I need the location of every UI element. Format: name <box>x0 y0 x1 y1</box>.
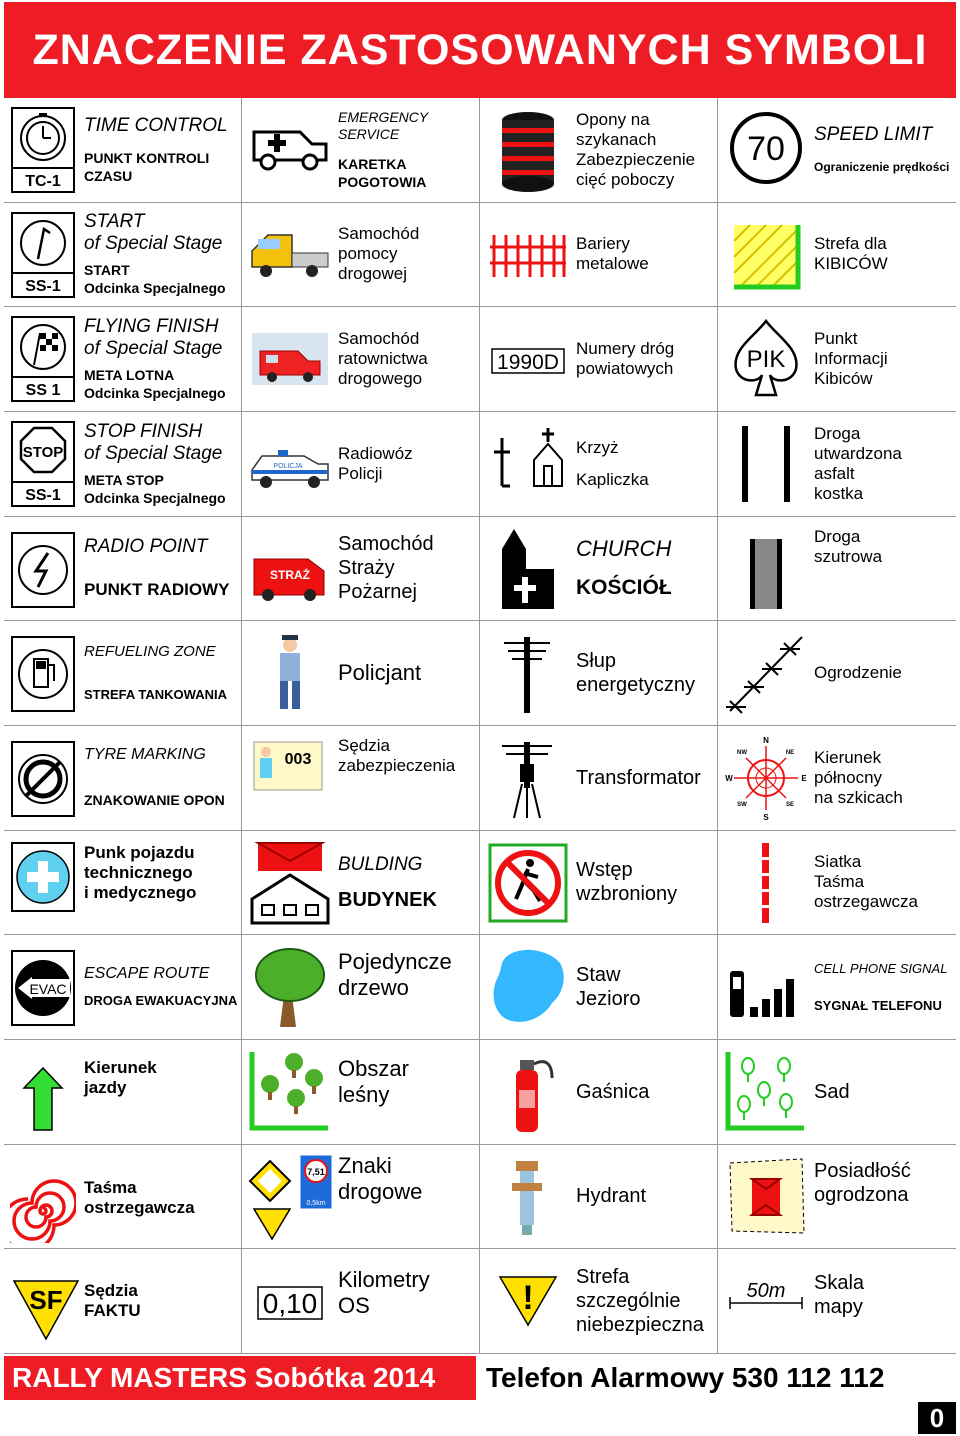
legend-line: Numery dróg <box>576 339 675 359</box>
stop-label: STOP <box>22 443 64 461</box>
legend-line: Jezioro <box>576 988 641 1011</box>
legend-cell-time-control <box>4 98 242 203</box>
legend-line: TIME CONTROL <box>84 114 228 136</box>
legend-cell-no-entry <box>480 831 718 936</box>
tree-icon <box>248 943 332 1031</box>
legend-cell-warning-net <box>718 831 956 936</box>
legend-line: META LOTNA <box>84 367 175 384</box>
legend-line: START <box>84 262 130 279</box>
legend-line: SPEED LIMIT <box>814 123 933 145</box>
building-icon <box>248 839 332 927</box>
legend-line: Kilometry <box>338 1267 430 1293</box>
legend-line: Zabezpieczenie <box>576 149 696 169</box>
legend-line: Odcinka Specjalnego <box>84 385 226 402</box>
legend-line: EMERGENCY SERVICE <box>338 108 428 142</box>
legend-line: i medycznego <box>84 882 197 902</box>
legend-line: ESCAPE ROUTE <box>84 964 210 982</box>
compass-nw-label: NW <box>737 749 747 756</box>
kilometer-sign-icon <box>248 1257 332 1345</box>
km-label: 0,10 <box>262 1288 318 1320</box>
tow-truck-icon <box>248 211 332 299</box>
paved-road-icon <box>724 420 808 508</box>
legend-line: Pojedyncze <box>338 949 452 975</box>
legend-line: Policjant <box>338 660 422 686</box>
stop-finish-icon <box>10 418 76 510</box>
compass-east-label: E <box>801 773 807 783</box>
road-number-icon <box>486 315 566 403</box>
legend-line: Pożarnej <box>338 581 417 604</box>
legend-line: utwardzona <box>814 443 902 463</box>
legend-cell-stop-finish <box>4 412 242 517</box>
spectator-zone-icon <box>724 211 808 299</box>
ss1-label: SS-1 <box>25 277 61 295</box>
legend-cell-road-signs <box>242 1145 480 1250</box>
legend-line: Ogrodzenie <box>814 663 902 683</box>
legend-cell-road-numbers <box>480 307 718 412</box>
fuel-pump-icon <box>10 627 76 719</box>
legend-line: Opony na <box>576 109 650 129</box>
legend-line: ostrzegawcza <box>814 892 918 912</box>
emergency-phone: Telefon Alarmowy 530 112 112 <box>486 1362 885 1393</box>
speed-limit-icon <box>724 106 808 194</box>
legend-cell-spectator-zone <box>718 203 956 308</box>
marshal-number: 003 <box>284 750 312 768</box>
legend-line: energetyczny <box>576 674 695 697</box>
evac-arrow-icon <box>10 941 76 1033</box>
map-scale-icon <box>724 1257 808 1345</box>
legend-cell-police-car <box>242 412 480 517</box>
danger-triangle-icon <box>486 1257 570 1345</box>
forest-icon <box>248 1048 332 1136</box>
rescue-vehicle-icon <box>248 315 332 403</box>
legend-line: niebezpieczna <box>576 1314 704 1337</box>
direction-arrow-icon <box>10 1046 76 1138</box>
legend-line: leśny <box>338 1081 390 1107</box>
legend-line: Obszar <box>338 1055 409 1081</box>
legend-cell-hydrant <box>480 1145 718 1250</box>
legend-line: ratownictwa <box>338 349 428 369</box>
legend-cell-church <box>480 517 718 622</box>
church-icon <box>486 525 570 613</box>
legend-line: wzbroniony <box>576 883 678 906</box>
legend-line: jazdy <box>84 1077 127 1097</box>
compass-north-label: N <box>763 735 769 745</box>
legend-line: Droga <box>814 423 861 443</box>
medical-cross-icon <box>10 837 76 929</box>
legend-line: Samochód <box>338 329 420 349</box>
legend-line: TYRE MARKING <box>84 746 206 764</box>
straz-label: STRAŻ <box>270 567 310 582</box>
legend-cell-building <box>242 831 480 936</box>
legend-line: CELL PHONE SIGNAL <box>814 960 948 976</box>
legend-cell-escape-route <box>4 935 242 1040</box>
legend-line: Taśma <box>84 1178 137 1198</box>
ss1-label: SS-1 <box>25 486 61 504</box>
legend-cell-info-point <box>718 307 956 412</box>
legend-line: powiatowych <box>576 359 674 379</box>
legend-cell-single-tree <box>242 935 480 1040</box>
legend-cell-tow-truck <box>242 203 480 308</box>
legend-line: Kierunek <box>814 747 882 767</box>
legend-line: Straży <box>338 557 395 580</box>
fence-icon <box>724 629 808 717</box>
legend-line: BULDING <box>338 854 423 876</box>
legend-line: Informacji <box>814 349 888 369</box>
scale-label: 50m <box>746 1280 786 1303</box>
cell-signal-icon <box>724 943 808 1031</box>
legend-cell-gravel-road <box>718 517 956 622</box>
legend-line: Samochód <box>338 533 434 556</box>
legend-line: of Special Stage <box>84 338 223 360</box>
legend-line: szczególnie <box>576 1290 681 1313</box>
legend-line: META STOP <box>84 471 164 488</box>
legend-cell-cross-chapel <box>480 412 718 517</box>
compass-sw-label: SW <box>737 801 747 808</box>
legend-cell-power-pole <box>480 621 718 726</box>
legend-cell-tyre-marking <box>4 726 242 831</box>
legend-line: REFUELING ZONE <box>84 642 216 660</box>
extinguisher-icon <box>486 1048 570 1136</box>
legend-cell-north-direction <box>718 726 956 831</box>
orchard-icon <box>724 1048 808 1136</box>
legend-line: Posiadłość <box>814 1159 911 1182</box>
legend-cell-orchard <box>718 1040 956 1145</box>
legend-line: Transformator <box>576 766 701 789</box>
legend-cell-radio-point <box>4 517 242 622</box>
hydrant-icon <box>486 1153 570 1241</box>
evac-label: EVAC <box>29 981 67 998</box>
legend-line: SYGNAŁ TELEFONU <box>814 997 942 1013</box>
legend-cell-start <box>4 203 242 308</box>
compass-se-label: SE <box>785 801 795 808</box>
ss1-label: SS 1 <box>25 382 61 400</box>
page-number: 0 <box>918 1402 956 1434</box>
police-car-icon <box>248 420 332 508</box>
legend-line: Kapliczka <box>576 469 649 489</box>
legend-cell-fire-truck <box>242 517 480 622</box>
legend-line: KIBICÓW <box>814 254 888 274</box>
tc1-label: TC-1 <box>25 173 61 190</box>
footer <box>4 1356 956 1400</box>
legend-line: ostrzegawcza <box>84 1198 195 1218</box>
legend-line: Sędzia <box>84 1281 138 1301</box>
legend-cell-transformer <box>480 726 718 831</box>
legend-cell-policeman <box>242 621 480 726</box>
legend-cell-tyres <box>480 98 718 203</box>
legend-line: Staw <box>576 964 621 987</box>
legend-line: Radiowóz <box>338 443 413 463</box>
page-title: ZNACZENIE ZASTOSOWANYCH SYMBOLI <box>4 2 956 98</box>
compass-south-label: S <box>763 812 769 822</box>
legend-line: Taśma <box>814 872 865 892</box>
legend-line: Policji <box>338 463 383 483</box>
legend-cell-barriers <box>480 203 718 308</box>
legend-cell-emergency-service <box>242 98 480 203</box>
legend-cell-fact-judge <box>4 1249 242 1354</box>
speed-label: 70 <box>747 130 785 168</box>
fenced-property-icon <box>724 1153 808 1241</box>
legend-line: Droga <box>814 526 861 546</box>
legend-line: BUDYNEK <box>338 889 437 912</box>
legend-line: Słup <box>576 650 617 673</box>
legend-line: Hydrant <box>576 1185 647 1208</box>
legend-line: północny <box>814 767 883 787</box>
no-entry-icon <box>486 839 570 927</box>
legend-line: drogowego <box>338 369 423 389</box>
legend-line: RADIO POINT <box>84 536 208 558</box>
legend-line: Strefa <box>576 1266 630 1289</box>
legend-line: Kibiców <box>814 369 873 389</box>
barrier-icon <box>486 211 570 299</box>
legend-line: Punk pojazdu <box>84 842 195 862</box>
legend-cell-safety-marshal <box>242 726 480 831</box>
legend-line: Sad <box>814 1080 850 1103</box>
power-pole-icon <box>486 629 570 717</box>
legend-cell-extinguisher <box>480 1040 718 1145</box>
legend-line: drzewo <box>338 975 409 1001</box>
legend-line: OS <box>338 1293 370 1319</box>
warning-net-icon <box>724 839 808 927</box>
legend-line: CHURCH <box>576 536 672 562</box>
legend-cell-flying-finish <box>4 307 242 412</box>
time-control-icon <box>10 104 76 196</box>
legend-line: technicznego <box>84 862 193 882</box>
legend-line: ogrodzona <box>814 1183 909 1206</box>
legend-line: Krzyż <box>576 437 619 457</box>
cross-chapel-icon <box>486 420 570 508</box>
gravel-road-icon <box>724 525 808 613</box>
fire-truck-icon <box>248 525 332 613</box>
legend-cell-pond <box>480 935 718 1040</box>
legend-line: FLYING FINISH <box>84 316 219 338</box>
tyre-stack-icon <box>486 106 570 194</box>
legend-line: Bariery <box>576 234 630 254</box>
road-signs-icon <box>248 1153 336 1241</box>
radio-point-icon <box>10 523 76 615</box>
flying-finish-icon <box>10 313 76 405</box>
legend-cell-fenced-property <box>718 1145 956 1250</box>
compass-west-label: W <box>725 773 733 783</box>
legend-line: Ograniczenie prędkości <box>814 159 950 174</box>
pond-icon <box>486 943 570 1031</box>
legend-line: DROGA EWAKUACYJNA <box>84 992 238 1008</box>
legend-line: asfalt <box>814 463 855 483</box>
legend-line: Odcinka Specjalnego <box>84 489 226 506</box>
legend-line: cięć poboczy <box>576 169 675 189</box>
legend-line: mapy <box>814 1296 863 1319</box>
legend-line: zabezpieczenia <box>338 755 456 775</box>
legend-line: na szkicach <box>814 787 903 807</box>
compass-icon <box>724 734 808 822</box>
legend-line: START <box>84 211 145 233</box>
pik-label: PIK <box>746 346 786 374</box>
legend-line: of Special Stage <box>84 233 223 255</box>
transformer-icon <box>486 734 570 822</box>
legend-line: Samochód <box>338 224 420 244</box>
legend-line: FAKTU <box>84 1301 141 1321</box>
legend-line: Wstęp <box>576 859 633 882</box>
policeman-icon <box>248 629 332 717</box>
legend-cell-paved-road <box>718 412 956 517</box>
legend-line: Siatka <box>814 852 862 872</box>
policja-label: POLICJA <box>273 462 303 470</box>
legend-line: drogowe <box>338 1178 423 1204</box>
legend-line: kostka <box>814 483 864 503</box>
legend-cell-refueling <box>4 621 242 726</box>
tyre-marking-icon <box>10 732 76 824</box>
legend-line: Znaki <box>338 1152 392 1178</box>
legend-cell-map-scale <box>718 1249 956 1354</box>
exclamation-label: ! <box>522 1279 534 1318</box>
legend-cell-forest-area <box>242 1040 480 1145</box>
sign-05-label: 0,5km <box>306 1199 326 1207</box>
legend-line: PUNKT KONTROLI CZASU <box>84 149 210 184</box>
start-icon <box>10 209 76 301</box>
legend-cell-danger-zone <box>480 1249 718 1354</box>
legend-line: szutrowa <box>814 546 883 566</box>
legend-line: metalowe <box>576 254 649 274</box>
legend-line: Gaśnica <box>576 1080 650 1103</box>
event-name: RALLY MASTERS Sobótka 2014 <box>4 1356 476 1400</box>
symbol-legend-grid <box>4 98 956 1354</box>
legend-line: STOP FINISH <box>84 420 203 442</box>
marshal-icon <box>248 734 332 822</box>
legend-line: STREFA TANKOWANIA <box>84 686 227 702</box>
legend-line: KOŚCIÓŁ <box>576 576 672 600</box>
legend-line: drogowej <box>338 264 407 284</box>
sign-751-label: 7,51 <box>307 1166 325 1177</box>
legend-cell-tech-medical <box>4 831 242 936</box>
legend-line: Skala <box>814 1272 865 1295</box>
sf-label: SF <box>29 1285 63 1316</box>
fact-judge-icon <box>10 1255 82 1347</box>
ambulance-icon <box>248 106 332 194</box>
legend-cell-fence <box>718 621 956 726</box>
legend-line: szykanach <box>576 129 657 149</box>
compass-ne-label: NE <box>785 749 795 756</box>
legend-line: Odcinka Specjalnego <box>84 280 226 297</box>
legend-line: ZNAKOWANIE OPON <box>84 792 225 809</box>
legend-line: Punkt <box>814 329 858 349</box>
legend-line: Sędzia <box>338 735 390 755</box>
spade-info-icon <box>724 315 808 403</box>
legend-line: KARETKA POGOTOWIA <box>338 155 427 190</box>
legend-cell-kilometers <box>242 1249 480 1354</box>
legend-cell-rescue-vehicle <box>242 307 480 412</box>
legend-line: of Special Stage <box>84 442 223 464</box>
legend-line: Strefa dla <box>814 234 887 254</box>
legend-line: PUNKT RADIOWY <box>84 580 230 600</box>
legend-cell-warning-tape <box>4 1145 242 1250</box>
road-number-label: 1990D <box>497 351 559 375</box>
legend-cell-speed-limit <box>718 98 956 203</box>
legend-cell-cell-signal <box>718 935 956 1040</box>
legend-cell-driving-direction <box>4 1040 242 1145</box>
spiral-tape-icon <box>10 1151 76 1243</box>
legend-line: Kierunek <box>84 1057 157 1077</box>
legend-line: pomocy <box>338 244 398 264</box>
